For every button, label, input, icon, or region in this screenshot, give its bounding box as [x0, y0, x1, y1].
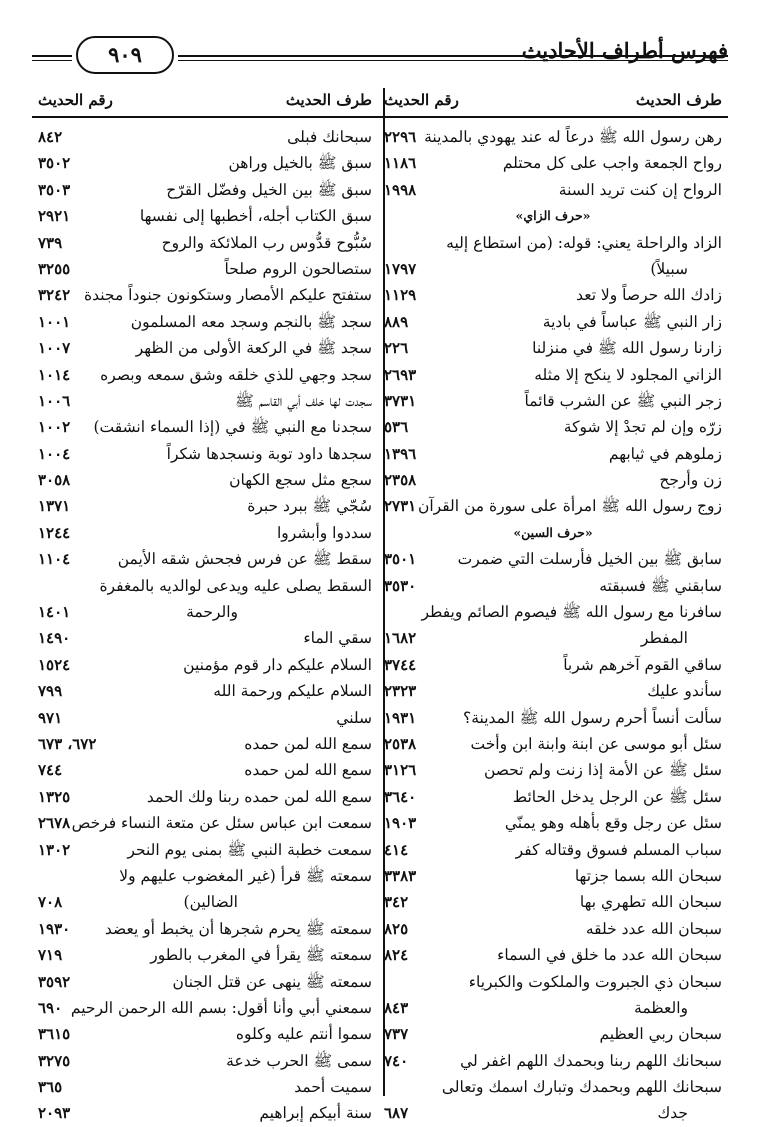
index-entry [378, 678, 728, 704]
hadith-number: ٢٣٥٨ [384, 471, 417, 490]
index-entry [378, 388, 728, 414]
hadith-number: ١٩٠٣ [384, 814, 417, 833]
hadith-number: ٨٢٤ [384, 946, 409, 965]
hadith-number: ١٠٠٦ [38, 391, 71, 410]
index-entry [378, 230, 728, 256]
page-header [32, 36, 728, 76]
index-entry [32, 124, 378, 150]
hadith-number: ١٩٩٨ [384, 180, 417, 199]
hadith-number: ١٩٣١ [384, 708, 417, 727]
entry-text: سمى ﷺ الحرب خدعة [226, 1051, 372, 1070]
entry-text: زرّه وإن لم تجدْ إلا شوكة [563, 418, 722, 437]
entry-text: سئل ﷺ عن الرجل يدخل الحائط [512, 787, 722, 806]
index-entry [32, 282, 378, 308]
hadith-number: ١٠٠٢ [38, 418, 71, 437]
index-entry [32, 731, 378, 757]
hadith-number: ١٣٧١ [38, 497, 71, 516]
entry-text: سمعته ﷺ قرأ (غير المغضوب عليهم ولا [119, 866, 372, 885]
entry-text: ساقي القوم آخرهم شرباً [563, 655, 722, 674]
entry-list [378, 124, 728, 1127]
entry-text: زوج رسول الله ﷺ امرأة على سورة من القرآن [417, 497, 722, 516]
hadith-number: ١٣٢٥ [38, 787, 71, 806]
entry-text: سابق ﷺ بين الخيل فأرسلت التي ضمرت [457, 550, 722, 569]
entry-text: زارنا رسول الله ﷺ في منزلنا [532, 339, 722, 358]
hadith-number: ٧٣٩ [38, 233, 63, 252]
index-entry [378, 625, 728, 651]
index-entry [378, 362, 728, 388]
index-entry [378, 705, 728, 731]
index-entry [32, 309, 378, 335]
entry-text: سمعني أبي وأنا أقول: بسم الله الرحمن الرحيم [70, 998, 372, 1017]
index-entry [32, 942, 378, 968]
index-entry [32, 599, 378, 625]
index-entry [32, 467, 378, 493]
index-entry [378, 1074, 728, 1100]
hadith-number: ٣٥٠٢ [38, 154, 71, 173]
index-entry [32, 705, 378, 731]
entry-text: رهن رسول الله ﷺ درعاً له عند يهودي بالمدينة [424, 128, 722, 146]
hadith-number: ١٤٠١ [38, 603, 71, 622]
hadith-number: ٣٢٤٢ [38, 286, 71, 305]
index-entry [378, 757, 728, 783]
hadith-number: ٢٦٧٨ [38, 814, 71, 833]
entry-text: سبحان الله عدد خلقه [585, 919, 722, 938]
entry-text: سابقني ﷺ فسبقته [599, 576, 722, 595]
entry-text: سبق الكتاب أجله، أخطبها إلى نفسها [139, 207, 372, 226]
index-entry [32, 837, 378, 863]
entry-text: السلام عليكم دار قوم مؤمنين [183, 655, 372, 674]
index-entry [32, 784, 378, 810]
index-entry [378, 573, 728, 599]
index-entry [32, 335, 378, 361]
index-entry [32, 995, 378, 1021]
entry-text: سبحانك اللهم وبحمدك وتبارك اسمك وتعالى [441, 1078, 722, 1097]
index-entry [32, 1021, 378, 1047]
hadith-number: ٧٤٠ [384, 1051, 409, 1070]
index-entry [378, 467, 728, 493]
hadith-number: ٢٢٩٦ [384, 128, 417, 146]
entry-text: سلني [336, 708, 372, 727]
index-entry [32, 362, 378, 388]
index-entry [32, 414, 378, 440]
entry-text: «حرف الزاي» [515, 208, 591, 224]
index-entry [32, 150, 378, 176]
index-entry [32, 863, 378, 889]
index-entry [378, 256, 728, 282]
hadith-number: ٣٠٥٨ [38, 471, 71, 490]
hadith-number: ١٥٢٤ [38, 655, 71, 674]
entry-text: سجد ﷺ بالنجم وسجد معه المسلمون [130, 312, 372, 331]
entry-text: زار النبي ﷺ عباساً في بادية [542, 312, 722, 331]
index-entry [32, 678, 378, 704]
entry-text: سئل أبو موسى عن ابنة وابنة ابن وأخت [470, 734, 722, 753]
entry-text: سبيلاً) [650, 259, 688, 278]
entry-text: سئل عن رجل وقع بأهله وهو يمنّي [504, 814, 722, 833]
entry-text: سبق ﷺ بالخيل وراهن [228, 154, 372, 173]
hadith-number: ٣٥٠١ [384, 550, 417, 569]
entry-text: سُجّي ﷺ ببرد حبرة [247, 497, 372, 516]
entry-text: سمعت خطبة النبي ﷺ بمنى يوم النحر [127, 840, 372, 859]
index-entry [32, 520, 378, 546]
index-entry [32, 388, 378, 414]
index-entry [378, 150, 728, 176]
entry-text: سجدها داود توبة ونسجدها شكراً [166, 444, 372, 463]
page-title: فهرس أطراف الأحاديث [521, 38, 728, 63]
index-entry [378, 916, 728, 942]
index-entry [378, 995, 728, 1021]
index-entry [32, 573, 378, 599]
entry-text: المفطر [640, 629, 688, 648]
hadith-number: ٦٧٢، ٦٧٣ [38, 734, 97, 753]
entry-text: سبحان ذي الجبروت والملكوت والكبرياء [468, 972, 722, 991]
entry-text: سمعته ﷺ يقرأ في المغرب بالطور [150, 946, 372, 965]
hadith-number: ١٠١٤ [38, 365, 71, 384]
column-header [378, 88, 728, 118]
entry-text: سميت أحمد [294, 1078, 372, 1097]
entry-text: سُبُّوح قدُّوس رب الملائكة والروح [161, 233, 372, 252]
entry-text: سألت أنساً أحرم رسول الله ﷺ المدينة؟ [462, 708, 722, 727]
entry-text: سباب المسلم فسوق وقتاله كفر [515, 840, 722, 859]
section-heading [378, 203, 728, 229]
entry-text: الزاد والراحلة يعني: قوله: (من استطاع إليه [446, 233, 722, 252]
hadith-number: ٨٤٢ [38, 128, 63, 146]
index-entry [378, 599, 728, 625]
hadith-number: ٢٥٣٨ [384, 734, 417, 753]
entry-text: سمع الله لمن حمده ربنا ولك الحمد [146, 787, 372, 806]
index-entry [378, 124, 728, 150]
index-entry [32, 810, 378, 836]
index-entry [32, 177, 378, 203]
text-heading: طرف الحديث [285, 91, 372, 109]
entry-text: سبحانك اللهم ربنا وبحمدك اللهم اغفر لي [460, 1051, 722, 1070]
index-entry [378, 282, 728, 308]
hadith-number: ٣٣٨٣ [384, 866, 417, 885]
right-column [378, 88, 728, 1123]
hadith-number: ٣٦١٥ [38, 1025, 71, 1044]
hadith-number: ١٣٠٢ [38, 840, 71, 859]
hadith-number: ٢٧٣١ [384, 497, 417, 516]
entry-text: سمعته ﷺ يحرم شجرها أن يخبط أو يعضد [104, 919, 372, 938]
entry-text: رواح الجمعة واجب على كل محتلم [502, 154, 722, 173]
hadith-number: ٧٠٨ [38, 893, 63, 912]
index-entry [378, 784, 728, 810]
hadith-number: ٨٢٥ [384, 919, 409, 938]
entry-text: سبحانك فبلى [287, 128, 372, 146]
entry-text: زملوهم في ثيابهم [608, 444, 722, 463]
hadith-number: ١٢٤٤ [38, 523, 71, 542]
hadith-number: ٢٩٢١ [38, 207, 71, 226]
hadith-number: ٨٤٣ [384, 998, 409, 1017]
hadith-number: ٣٢٥٥ [38, 259, 71, 278]
hadith-number: ٤١٤ [384, 840, 409, 859]
index-entry [378, 546, 728, 572]
index-entry [32, 203, 378, 229]
hadith-number: ١٣٩٦ [384, 444, 417, 463]
entry-text: السقط يصلى عليه ويدعى لوالديه بالمغفرة [99, 576, 372, 595]
entry-text: سمعت ابن عباس سئل عن متعة النساء فرخص [71, 814, 372, 833]
index-entry [378, 942, 728, 968]
hadith-number: ٢٦٩٣ [384, 365, 417, 384]
entry-text: سأندو عليك [647, 682, 722, 701]
entry-text: سئل ﷺ عن الأمة إذا زنت ولم تحصن [483, 761, 722, 780]
entry-text: الرواح إن كنت تريد السنة [558, 180, 722, 199]
hadith-number: ١٤٩٠ [38, 629, 71, 648]
entry-text: سنة أبيكم إبراهيم [259, 1104, 372, 1123]
number-heading: رقم الحديث [38, 91, 113, 109]
index-entry [32, 969, 378, 995]
hadith-number: ٣٧٤٤ [384, 655, 417, 674]
index-entry [378, 177, 728, 203]
entry-text: الزاني المجلود لا ينكح إلا مثله [534, 365, 722, 384]
index-entry [378, 1048, 728, 1074]
index-entry [32, 625, 378, 651]
page-number: ٩٠٩ [76, 36, 174, 74]
index-entry [378, 335, 728, 361]
index-entry [378, 493, 728, 519]
hadith-number: ٣١٢٦ [384, 761, 417, 780]
hadith-number: ١١٨٦ [384, 154, 417, 173]
entry-text: سبحان ربي العظيم [599, 1025, 722, 1044]
entry-text: سجدنا مع النبي ﷺ في (إذا السماء انشقت) [93, 418, 372, 437]
hadith-number: ٧٩٩ [38, 682, 63, 701]
hadith-number: ٣٦٤٠ [384, 787, 417, 806]
hadith-number: ١٩٣٠ [38, 919, 71, 938]
number-heading: رقم الحديث [384, 91, 459, 109]
entry-text: سجع مثل سجع الكهان [229, 471, 372, 490]
hadith-number: ٦٩٠ [38, 998, 63, 1017]
column-header [32, 88, 378, 118]
index-entry [32, 916, 378, 942]
index-entry [378, 731, 728, 757]
hadith-number: ٣٦٥ [38, 1078, 63, 1097]
hadith-number: ٧١٩ [38, 946, 63, 965]
entry-text: سقي الماء [303, 629, 372, 648]
index-entry [378, 863, 728, 889]
index-entry [378, 414, 728, 440]
hadith-number: ٣٧٣١ [384, 391, 417, 410]
index-entry [32, 230, 378, 256]
index-entry [378, 1021, 728, 1047]
entry-text: سجد وجهي للذي خلقه وشق سمعه وبصره [100, 365, 372, 384]
hadith-number: ٧٤٤ [38, 761, 63, 780]
hadith-number: ٣٥٩٢ [38, 972, 71, 991]
entry-text: السلام عليكم ورحمة الله [213, 682, 372, 701]
index-entry [378, 1100, 728, 1126]
hadith-number: ١٠٠١ [38, 312, 71, 331]
entry-text: زجر النبي ﷺ عن الشرب قائماً [524, 391, 722, 410]
index-entry [32, 493, 378, 519]
entry-text: سمع الله لمن حمده [244, 761, 372, 780]
hadith-number: ١١٠٤ [38, 550, 71, 569]
hadith-number: ٢٣٢٣ [384, 682, 417, 701]
index-entry [378, 889, 728, 915]
entry-text: زن وأرجح [659, 471, 722, 490]
index-entry [32, 889, 378, 915]
entry-text: سبحان الله عدد ما خلق في السماء [497, 946, 722, 965]
index-entry [378, 441, 728, 467]
index-entry [378, 309, 728, 335]
hadith-number: ١١٢٩ [384, 286, 417, 305]
index-entry [32, 757, 378, 783]
index-entry [32, 1100, 378, 1126]
entry-text: سددوا وأبشروا [276, 523, 372, 542]
entry-text: «حرف السين» [513, 524, 593, 540]
hadith-number: ٢٢٦ [384, 339, 409, 358]
index-entry [378, 652, 728, 678]
entry-text: سمعته ﷺ ينهى عن قتل الجنان [172, 972, 372, 991]
index-entry [378, 810, 728, 836]
text-heading: طرف الحديث [635, 91, 722, 109]
entry-text: والعظمة [634, 998, 688, 1017]
entry-text: زادك الله حرصاً ولا تعد [576, 286, 722, 305]
hadith-number: ١٠٠٤ [38, 444, 71, 463]
entry-text: سبحان الله بسما جزتها [574, 866, 722, 885]
hadith-number: ٩٧١ [38, 708, 63, 727]
entry-text: سمع الله لمن حمده [244, 734, 372, 753]
index-entry [378, 837, 728, 863]
entry-text: سبق ﷺ بين الخيل وفضّل القرّح [166, 180, 372, 199]
entry-text: سجد ﷺ في الركعة الأولى من الظهر [135, 339, 372, 358]
hadith-number: ٥٣٦ [384, 418, 409, 437]
hadith-number: ٣٥٣٠ [384, 576, 417, 595]
entry-text: سموا أنتم عليه وكلوه [235, 1025, 372, 1044]
entry-text: ستفتح عليكم الأمصار وستكونون جنوداً مجندة [84, 286, 372, 305]
index-entry [32, 546, 378, 572]
hadith-number: ٣٢٧٥ [38, 1051, 71, 1070]
left-column [32, 88, 378, 1123]
entry-text: ستصالحون الروم صلحاً [224, 259, 372, 278]
hadith-number: ٨٨٩ [384, 312, 409, 331]
index-entry [32, 441, 378, 467]
hadith-number: ١٠٠٧ [38, 339, 71, 358]
hadith-number: ٦٨٧ [384, 1104, 409, 1123]
hadith-number: ٣٥٠٣ [38, 180, 71, 199]
entry-text: سبحان الله تطهري بها [579, 893, 722, 912]
entry-text: سقط ﷺ عن فرس فجحش شقه الأيمن [117, 550, 372, 569]
index-entry [378, 969, 728, 995]
index-entry [32, 652, 378, 678]
entry-text: سجدت لها خلف أبي القاسم ﷺ [235, 391, 372, 410]
section-heading [378, 520, 728, 546]
entry-text: سافرنا مع رسول الله ﷺ فيصوم الصائم ويفطر [421, 603, 722, 622]
entry-list [32, 124, 378, 1127]
hadith-number: ٢٠٩٣ [38, 1104, 71, 1123]
entry-text: الضالين) [183, 893, 238, 912]
hadith-number: ٣٤٢ [384, 893, 409, 912]
index-entry [32, 1074, 378, 1100]
index-entry [32, 256, 378, 282]
entry-text: جدك [657, 1104, 688, 1123]
index-entry [32, 1048, 378, 1074]
hadith-number: ٧٣٧ [384, 1025, 409, 1044]
entry-text: والرحمة [186, 603, 238, 622]
hadith-number: ١٦٨٢ [384, 629, 417, 648]
hadith-number: ١٧٩٧ [384, 259, 417, 278]
